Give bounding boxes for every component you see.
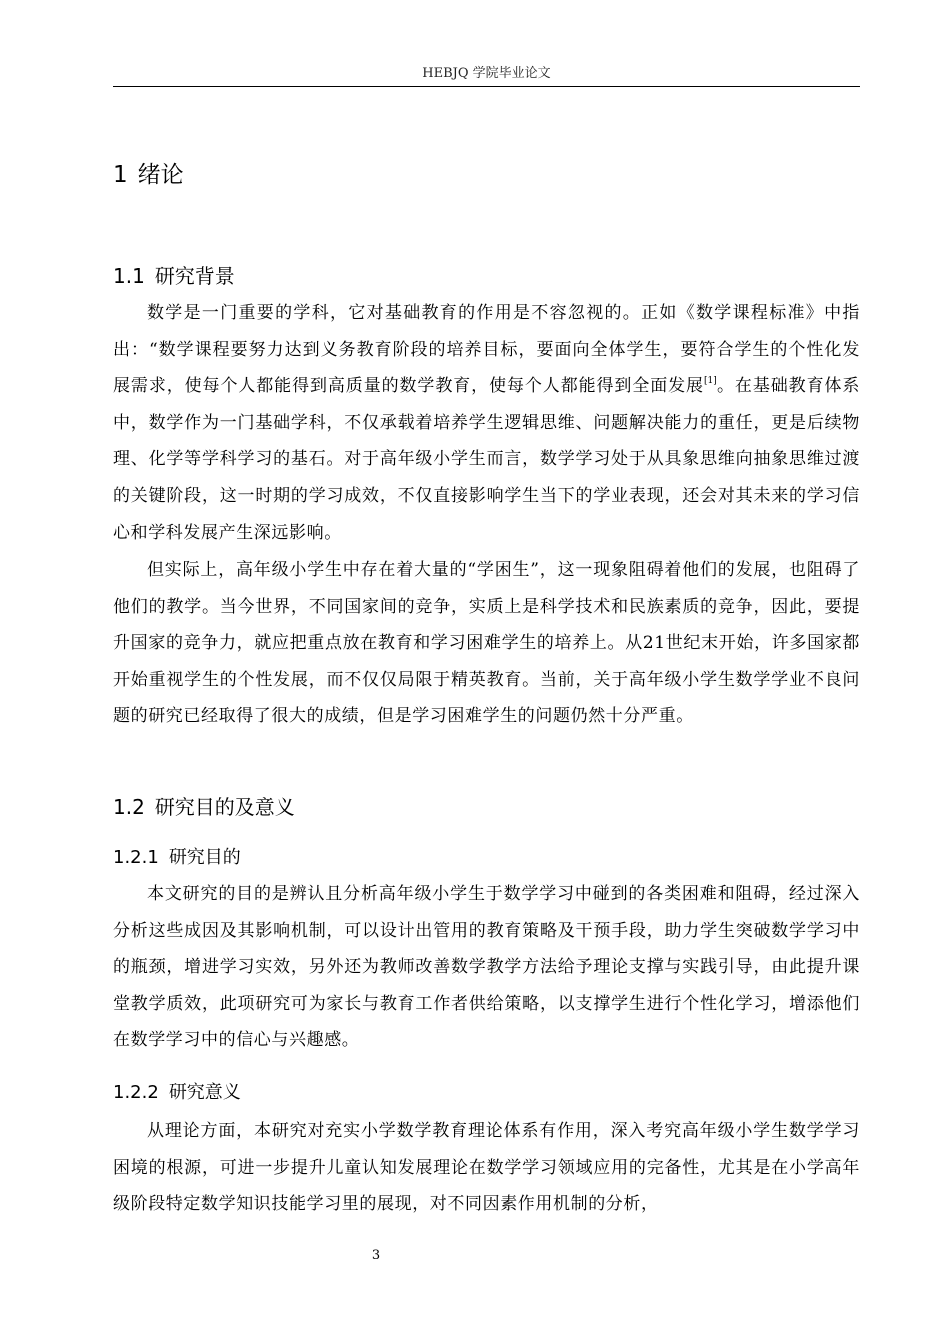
chapter-title: 绪论 [137, 162, 184, 188]
chapter-number: 1 [113, 162, 128, 188]
paragraph-background-2: 但实际上，高年级小学生中存在着大量的“学困生”，这一现象阻碍着他们的发展，也阻碍了他们的教学。当今世界，不同国家间的竞争，实质上是科学技术和民族素质的竞争，因此，要提升国家的竞争力，就应把重点放在教育和学习困难学生的培养上。从21世纪末开始，许多国家都开始重视学生的个性发展，而不仅仅局限于精英教育。当前，关于高年级小学生数学学业不良问题的研究已经取得了很大的成绩，但是学习困难学生的问题仍然十分严重。 [113, 560, 860, 727]
section-title: 研究目的及意义 [154, 795, 295, 819]
subsection-number: 1.2.1 [113, 847, 159, 868]
subsection-heading-1-2-1 [113, 842, 241, 874]
chapter-heading [113, 157, 184, 193]
section-heading-1-2 [113, 790, 295, 824]
section-title: 研究背景 [154, 264, 235, 288]
paragraph-text: 。在基础教育体系中，数学作为一门基础学科，不仅承载着培养学生逻辑思维、问题解决能力的重任，更是后续物理、化学等学科学习的基石。对于高年级小学生而言，数学学习处于从具象思维向抽象思维过渡的关键阶段，这一时期的学习成效，不仅直接影响学生当下的学业表现，还会对其未来的学习信心和学科发展产生深远影响。 [113, 376, 860, 543]
subsection-heading-1-2-2 [113, 1077, 241, 1109]
subsection-title: 研究目的 [168, 847, 241, 868]
paragraph-text: 数学是一门重要的学科，它对基础教育的作用是不容忽视的。正如《数学课程标准》中指出：“数学课程要努力达到义务教育阶段的培养目标，要面向全体学生，要符合学生的个性化发展需求，使每个人都能得到高质量的数学教育，使每个人都能得到全面发展 [113, 303, 860, 397]
paragraph-purpose: 本文研究的目的是辨认且分析高年级小学生于数学学习中碰到的各类困难和阻碍，经过深入分析这些成因及其影响机制，可以设计出管用的教育策略及干预手段，助力学生突破数学学习中的瓶颈，增进学习实效，另外还为教师改善数学教学方法给予理论支撑与实践引导，由此提升课堂教学质效，此项研究可为家长与教育工作者供给策略，以支撑学生进行个性化学习，增添他们在数学学习中的信心与兴趣感。 [113, 884, 860, 1051]
paragraph-background-1 [113, 295, 860, 551]
subsection-number: 1.2.2 [113, 1082, 159, 1103]
section-number: 1.2 [113, 795, 145, 819]
header-rule [113, 86, 860, 87]
page-number: 3 [371, 1248, 381, 1263]
section-heading-1-1 [113, 259, 235, 293]
section-number: 1.1 [113, 264, 145, 288]
subsection-title: 研究意义 [168, 1082, 241, 1103]
citation-ref: [1] [703, 376, 717, 387]
paragraph-significance: 从理论方面，本研究对充实小学数学教育理论体系有作用，深入考究高年级小学生数学学习困境的根源，可进一步提升儿童认知发展理论在数学学习领域应用的完备性，尤其是在小学高年级阶段特定数学知识技能学习里的展现，对不同因素作用机制的分析， [113, 1121, 860, 1215]
running-header: HEBJQ 学院毕业论文 [422, 66, 551, 81]
